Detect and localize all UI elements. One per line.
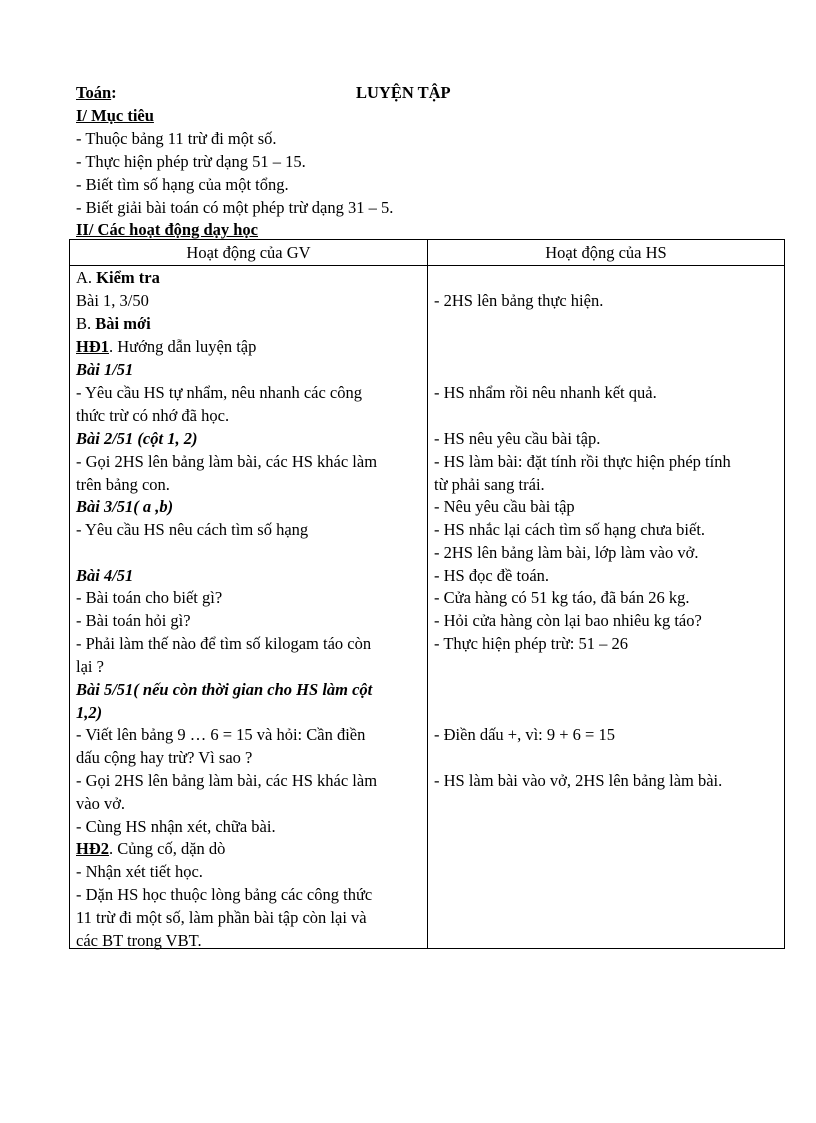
hs-text: - HS làm bài vào vở, 2HS lên bảng làm bài.	[434, 771, 723, 790]
exercise-heading: Bài 2/51 (cột 1, 2)	[76, 429, 198, 448]
gv-text: lại ?	[76, 657, 104, 676]
table-column-divider	[427, 240, 428, 948]
hs-text: - Điền dấu +, vì: 9 + 6 = 15	[434, 725, 615, 744]
exercise-heading: 1,2)	[76, 703, 103, 722]
hd2-line	[76, 838, 225, 861]
objective-item: - Thuộc bảng 11 trừ đi một số.	[76, 129, 277, 148]
hs-text: - Cửa hàng có 51 kg táo, đã bán 26 kg.	[434, 588, 690, 607]
gv-text: - Bài toán cho biết gì?	[76, 588, 223, 607]
gv-text: - Phải làm thế nào để tìm số kilogam táo còn	[76, 634, 372, 653]
gv-text: trên bảng con.	[76, 475, 170, 494]
gv-text: thức trừ có nhớ đã học.	[76, 406, 230, 425]
subject-colon: :	[111, 83, 117, 102]
gv-text: - Bài toán hỏi gì?	[76, 611, 191, 630]
gv-text: - Yêu cầu HS tự nhẩm, nêu nhanh các công	[76, 383, 362, 402]
section-a-title: Kiểm tra	[96, 268, 160, 287]
exercise-heading: Bài 4/51	[76, 566, 134, 585]
subject-text: Toán	[76, 83, 112, 102]
hd2-label: HĐ2	[76, 839, 109, 858]
hs-text: - 2HS lên bảng làm bài, lớp làm vào vở.	[434, 543, 699, 562]
section-b-title: Bài mới	[95, 314, 151, 333]
section-b	[76, 313, 151, 336]
objectives-heading: I/ Mục tiêu	[76, 106, 154, 125]
gv-text: - Dặn HS học thuộc lòng bảng các công thức	[76, 885, 373, 904]
section-a-prefix: A.	[76, 268, 97, 287]
hs-text: - HS nhắc lại cách tìm số hạng chưa biết.	[434, 520, 706, 539]
hs-text: - 2HS lên bảng thực hiện.	[434, 291, 604, 310]
hd1-label: HĐ1	[76, 337, 109, 356]
gv-text: các BT trong VBT.	[76, 931, 202, 950]
gv-text: dấu cộng hay trừ? Vì sao ?	[76, 748, 253, 767]
gv-text: vào vở.	[76, 794, 126, 813]
objective-item: - Biết tìm số hạng của một tổng.	[76, 175, 289, 194]
gv-text: - Nhận xét tiết học.	[76, 862, 203, 881]
activities-heading: II/ Các hoạt động dạy học	[76, 220, 258, 239]
section-a	[76, 267, 160, 290]
hs-text: - Hỏi cửa hàng còn lại bao nhiêu kg táo?	[434, 611, 702, 630]
exercise-heading: Bài 1/51	[76, 360, 134, 379]
gv-text: - Viết lên bảng 9 … 6 = 15 và hỏi: Cần điền	[76, 725, 366, 744]
activities-table	[69, 239, 785, 949]
subject-label	[76, 82, 117, 104]
exercise-heading: Bài 5/51( nếu còn thời gian cho HS làm cột	[76, 680, 373, 699]
objective-item: - Biết giải bài toán có một phép trừ dạng 31 – 5.	[76, 198, 394, 217]
section-b-prefix: B.	[76, 314, 96, 333]
gv-text: - Gọi 2HS lên bảng làm bài, các HS khác làm	[76, 452, 378, 471]
gv-text: - Gọi 2HS lên bảng làm bài, các HS khác làm	[76, 771, 378, 790]
hs-text: từ phải sang trái.	[434, 475, 545, 494]
objective-item: - Thực hiện phép trừ dạng 51 – 15.	[76, 152, 306, 171]
hd2-text: . Củng cố, dặn dò	[109, 839, 226, 858]
hs-text: - HS nêu yêu cầu bài tập.	[434, 429, 601, 448]
gv-text: - Cùng HS nhận xét, chữa bài.	[76, 817, 276, 836]
hs-text: - Thực hiện phép trừ: 51 – 26	[434, 634, 629, 653]
gv-text: - Yêu cầu HS nêu cách tìm số hạng	[76, 520, 309, 539]
column-header-gv: Hoạt động của GV	[186, 243, 311, 262]
page-title: LUYỆN TẬP	[356, 83, 451, 102]
hs-text: - Nêu yêu cầu bài tập	[434, 497, 575, 516]
hs-text: - HS đọc đề toán.	[434, 566, 550, 585]
hd1-line	[76, 336, 256, 359]
exercise-heading: Bài 3/51( a ,b)	[76, 497, 174, 516]
gv-text: 11 trừ đi một số, làm phần bài tập còn lại và	[76, 908, 367, 927]
hd1-text: . Hướng dẫn luyện tập	[109, 337, 257, 356]
hs-text: - HS làm bài: đặt tính rồi thực hiện phép tính	[434, 452, 731, 471]
column-header-hs: Hoạt động của HS	[545, 243, 667, 262]
gv-text: Bài 1, 3/50	[76, 291, 149, 310]
hs-text: - HS nhẩm rồi nêu nhanh kết quả.	[434, 383, 657, 402]
